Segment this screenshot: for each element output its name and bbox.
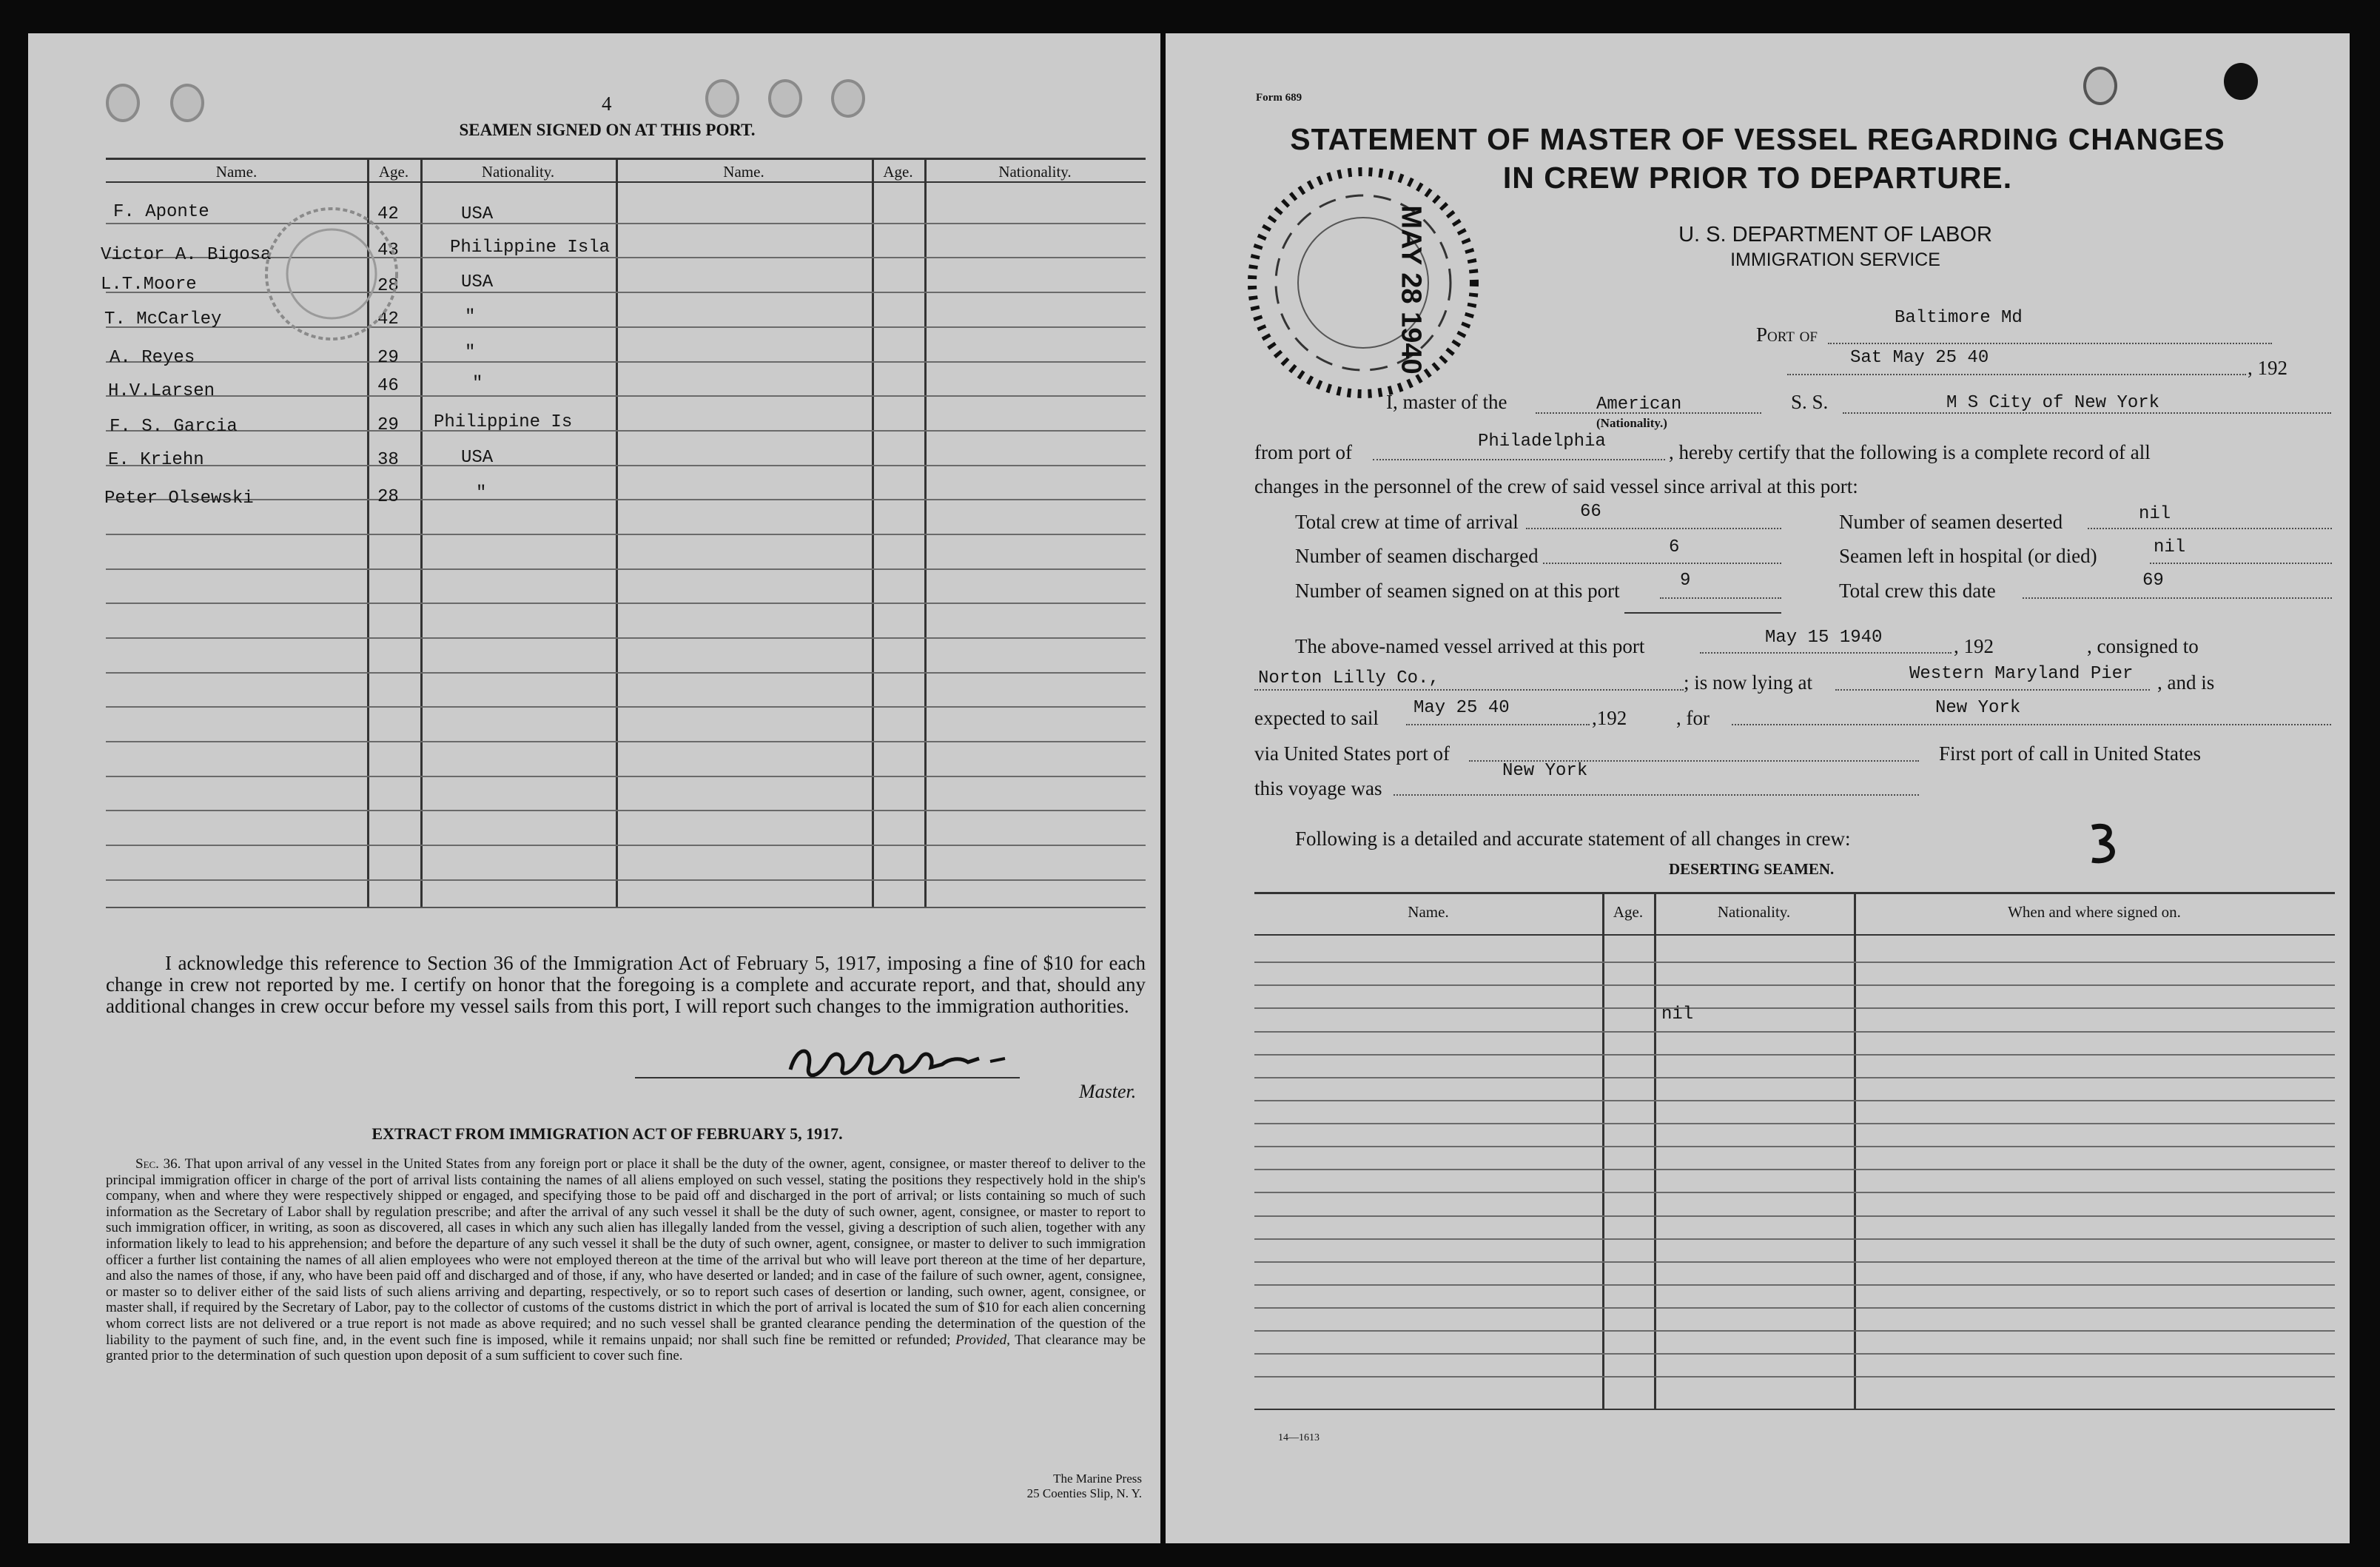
certify-text: , hereby certify that the following is a complete record of all xyxy=(1669,441,2151,463)
table-row-nationality: Philippine Isla xyxy=(450,238,611,258)
port-value: Baltimore Md xyxy=(1895,308,2023,328)
table-row-nationality: USA xyxy=(461,204,494,224)
voyage-label: this voyage was xyxy=(1254,777,1382,799)
table-row-nationality: " xyxy=(476,483,487,503)
signed-on-value: 9 xyxy=(1680,571,1691,591)
stamp-date: MAY 28 1940 xyxy=(1395,205,1427,375)
date-value: Sat May 25 40 xyxy=(1850,348,1989,368)
acknowledgement-text: I acknowledge this reference to Section 36 of the Immigration Act of February 5, 1917, imposing a fine of $10 for each change in crew not reported by me. I certify on honor that the foregoing is a complete and accurate report, and that, should any additional changes in crew occur before my vessel sails from this port, I will report such changes to the immigration authorities. xyxy=(106,952,1146,1017)
table-row-name: A. Reyes xyxy=(110,348,195,368)
total-crew-arrival-value: 66 xyxy=(1580,502,1601,522)
table-row-age: 29 xyxy=(377,348,399,368)
table-row-age: 46 xyxy=(377,376,399,396)
page-number: 4 xyxy=(602,93,612,115)
table-row-name: E. Kriehn xyxy=(108,450,204,470)
desert-col-name: Name. xyxy=(1408,903,1449,921)
expected-year: ,192 xyxy=(1592,707,1627,729)
table-row-nationality: " xyxy=(465,307,476,327)
desert-col-signed-on: When and where signed on. xyxy=(2008,903,2181,921)
consigned-label: , consigned to xyxy=(2087,635,2199,657)
table-row-name: H.V.Larsen xyxy=(108,381,215,401)
table-row-age: 29 xyxy=(377,415,399,435)
from-port-value: Philadelphia xyxy=(1478,432,1606,452)
nationality-caption: (Nationality.) xyxy=(1596,416,1667,430)
col-header-age: Age. xyxy=(378,163,409,181)
col-header-nationality: Nationality. xyxy=(481,163,555,181)
left-page xyxy=(28,33,1160,1543)
date-year-suffix: , 192 xyxy=(2248,357,2287,379)
table-row-age: 43 xyxy=(377,241,399,261)
printer-name: The Marine Press xyxy=(1053,1472,1142,1486)
master-of-label: I, master of the xyxy=(1386,391,1507,413)
binder-hole xyxy=(170,84,204,122)
form-number: Form 689 xyxy=(1256,92,1302,104)
col-header-age: Age. xyxy=(883,163,913,181)
deserting-title: DESERTING SEAMEN. xyxy=(1669,860,1835,878)
section-title: SEAMEN SIGNED ON AT THIS PORT. xyxy=(459,121,756,139)
table-row-nationality: " xyxy=(465,343,476,363)
binder-hole xyxy=(2224,63,2258,100)
binder-hole xyxy=(2083,67,2117,105)
changes-text: changes in the personnel of the crew of said vessel since arrival at this port: xyxy=(1254,475,1858,497)
form-title-line2: IN CREW PRIOR TO DEPARTURE. xyxy=(1502,161,2013,195)
for-value: New York xyxy=(1935,698,2021,718)
consignee-value: Norton Lilly Co., xyxy=(1258,668,1439,688)
table-row-name: Peter Olsewski xyxy=(104,489,254,509)
col-header-name: Name. xyxy=(215,163,258,181)
col-header-name: Name. xyxy=(723,163,764,181)
form-title-line1: STATEMENT OF MASTER OF VESSEL REGARDING CHANGES xyxy=(1290,122,2225,156)
table-row-age: 28 xyxy=(377,487,399,507)
binder-hole xyxy=(768,79,802,118)
table-row-name: T. McCarley xyxy=(104,309,222,329)
bottom-code: 14—1613 xyxy=(1278,1432,1320,1443)
arrived-value: May 15 1940 xyxy=(1765,628,1883,648)
master-label: Master. xyxy=(1079,1081,1137,1102)
first-port-label: First port of call in United States xyxy=(1939,742,2201,765)
lying-label: ; is now lying at xyxy=(1684,671,1812,694)
extract-end: That clearance may be granted prior to the determination of such question upon deposit of a sum sufficient to cover such fine. xyxy=(106,1332,1146,1364)
table-row-nationality: Philippine Is xyxy=(434,412,573,432)
table-row-age: 42 xyxy=(377,204,399,224)
table-row-age: 38 xyxy=(377,450,399,470)
expected-label: expected to sail xyxy=(1254,707,1379,729)
master-signature-icon xyxy=(783,1036,1020,1088)
binder-hole xyxy=(106,84,140,122)
table-row-age: 28 xyxy=(377,276,399,296)
deserted-value: nil xyxy=(2139,504,2171,524)
right-page xyxy=(1166,33,2350,1543)
total-crew-date-label: Total crew this date xyxy=(1839,580,1996,602)
table-row-nationality: " xyxy=(472,374,483,394)
desert-col-nationality: Nationality. xyxy=(1717,903,1791,921)
table-row-age: 42 xyxy=(377,309,399,329)
col-header-nationality: Nationality. xyxy=(998,163,1072,181)
handwritten-mark-icon xyxy=(2083,822,2120,866)
hospital-label: Seamen left in hospital (or died) xyxy=(1839,545,2097,567)
table-row-nationality: USA xyxy=(461,448,494,468)
arrived-label: The above-named vessel arrived at this port xyxy=(1295,635,1645,657)
service-name: IMMIGRATION SERVICE xyxy=(1730,249,1940,270)
table-row-nationality: USA xyxy=(461,272,494,292)
table-row-name: L.T.Moore xyxy=(101,275,197,295)
printer-address: 25 Coenties Slip, N. Y. xyxy=(1026,1486,1142,1500)
hospital-value: nil xyxy=(2154,537,2186,557)
total-crew-arrival-label: Total crew at time of arrival xyxy=(1295,511,1519,533)
extract-provided: Provided, xyxy=(955,1332,1010,1348)
extract-text xyxy=(106,1156,1146,1364)
deserted-label: Number of seamen deserted xyxy=(1839,511,2063,533)
expected-value: May 25 40 xyxy=(1413,698,1510,718)
for-label: , for xyxy=(1676,707,1710,729)
extract-body: That upon arrival of any vessel in the United States from any foreign port or place it shall be the duty of the owner, agent, consignee, or master thereof to deliver to the principal immigration officer in charge of the port of arrival lists containing the names of all aliens employed on such vessel, stating the positions they respectively hold in the ship's company, when and where they were respectively shipped or engaged, and specifying those to be paid off and discharged in the port of arrival; or lists containing so much of such information as the Secretary of Labor shall by regulation prescribe; and after the arrival of any such vessel it shall be the duty of such owner, agent, consignee, or master to report to such immigration officer, in writing, as soon as discovered, all cases in which any such alien has illegally landed from the vessel, giving a description of such alien, together with any information likely to lead to his apprehension; and before the departure of any such vessel it shall be the duty of such owner, agent, consignee, or master to deliver to such immigration officer a further list containing the names of all alien employees who were not employed thereon at the time of the arrival but who will leave port thereon at the time of her departure, and also the names of those, if any, who have been paid off and discharged and of those, if any, who have deserted or landed; and in case of the failure of such owner, agent, consignee, or master so to deliver either of the said lists of such aliens arriving and departing, respectively, or so to report such cases of desertion or landing, such owner, agent, consignee, or master shall, if required by the Secretary of Labor, pay to the collector of customs of the customs district in which the port of arrival is located the sum of $10 for each alien concerning whom correct lists are not delivered or a true report is not made as above required; and no such vessel shall be granted clearance pending the determination of the question of the liability to the payment of such fine, and, in the event such fine is imposed, while it remains unpaid; nor shall such fine be remitted or refunded; xyxy=(106,1156,1146,1348)
date-stamp xyxy=(1243,163,1484,403)
department-name: U. S. DEPARTMENT OF LABOR xyxy=(1678,223,1992,246)
port-stamp-icon xyxy=(258,200,406,348)
signed-on-label: Number of seamen signed on at this port xyxy=(1295,580,1620,602)
port-label: Port of xyxy=(1756,323,1818,346)
following-text: Following is a detailed and accurate statement of all changes in crew: xyxy=(1295,828,1851,850)
binder-hole xyxy=(831,79,865,118)
and-is-label: , and is xyxy=(2157,671,2215,694)
extract-title: EXTRACT FROM IMMIGRATION ACT OF FEBRUARY 5, 1917. xyxy=(372,1124,843,1143)
voyage-value: New York xyxy=(1502,761,1588,781)
nationality-value: American xyxy=(1596,395,1682,415)
binder-hole xyxy=(705,79,739,118)
vessel-name: M S City of New York xyxy=(1946,393,2160,413)
ss-label: S. S. xyxy=(1791,391,1829,413)
from-port-label: from port of xyxy=(1254,441,1352,463)
discharged-label: Number of seamen discharged xyxy=(1295,545,1539,567)
table-row-name: Victor A. Bigosa xyxy=(101,245,272,265)
arrived-year: , 192 xyxy=(1954,635,1994,657)
table-row-name: F. S. Garcia xyxy=(110,417,238,437)
discharged-value: 6 xyxy=(1669,537,1680,557)
via-label: via United States port of xyxy=(1254,742,1450,765)
date-stamp-icon xyxy=(1243,163,1484,403)
total-crew-date-value: 69 xyxy=(2142,571,2164,591)
lying-value: Western Maryland Pier xyxy=(1909,664,2134,684)
extract-sec: Sec. 36. xyxy=(135,1156,181,1172)
desert-entry: nil xyxy=(1661,1004,1694,1024)
table-row-name: F. Aponte xyxy=(113,202,209,222)
desert-col-age: Age. xyxy=(1613,903,1644,921)
